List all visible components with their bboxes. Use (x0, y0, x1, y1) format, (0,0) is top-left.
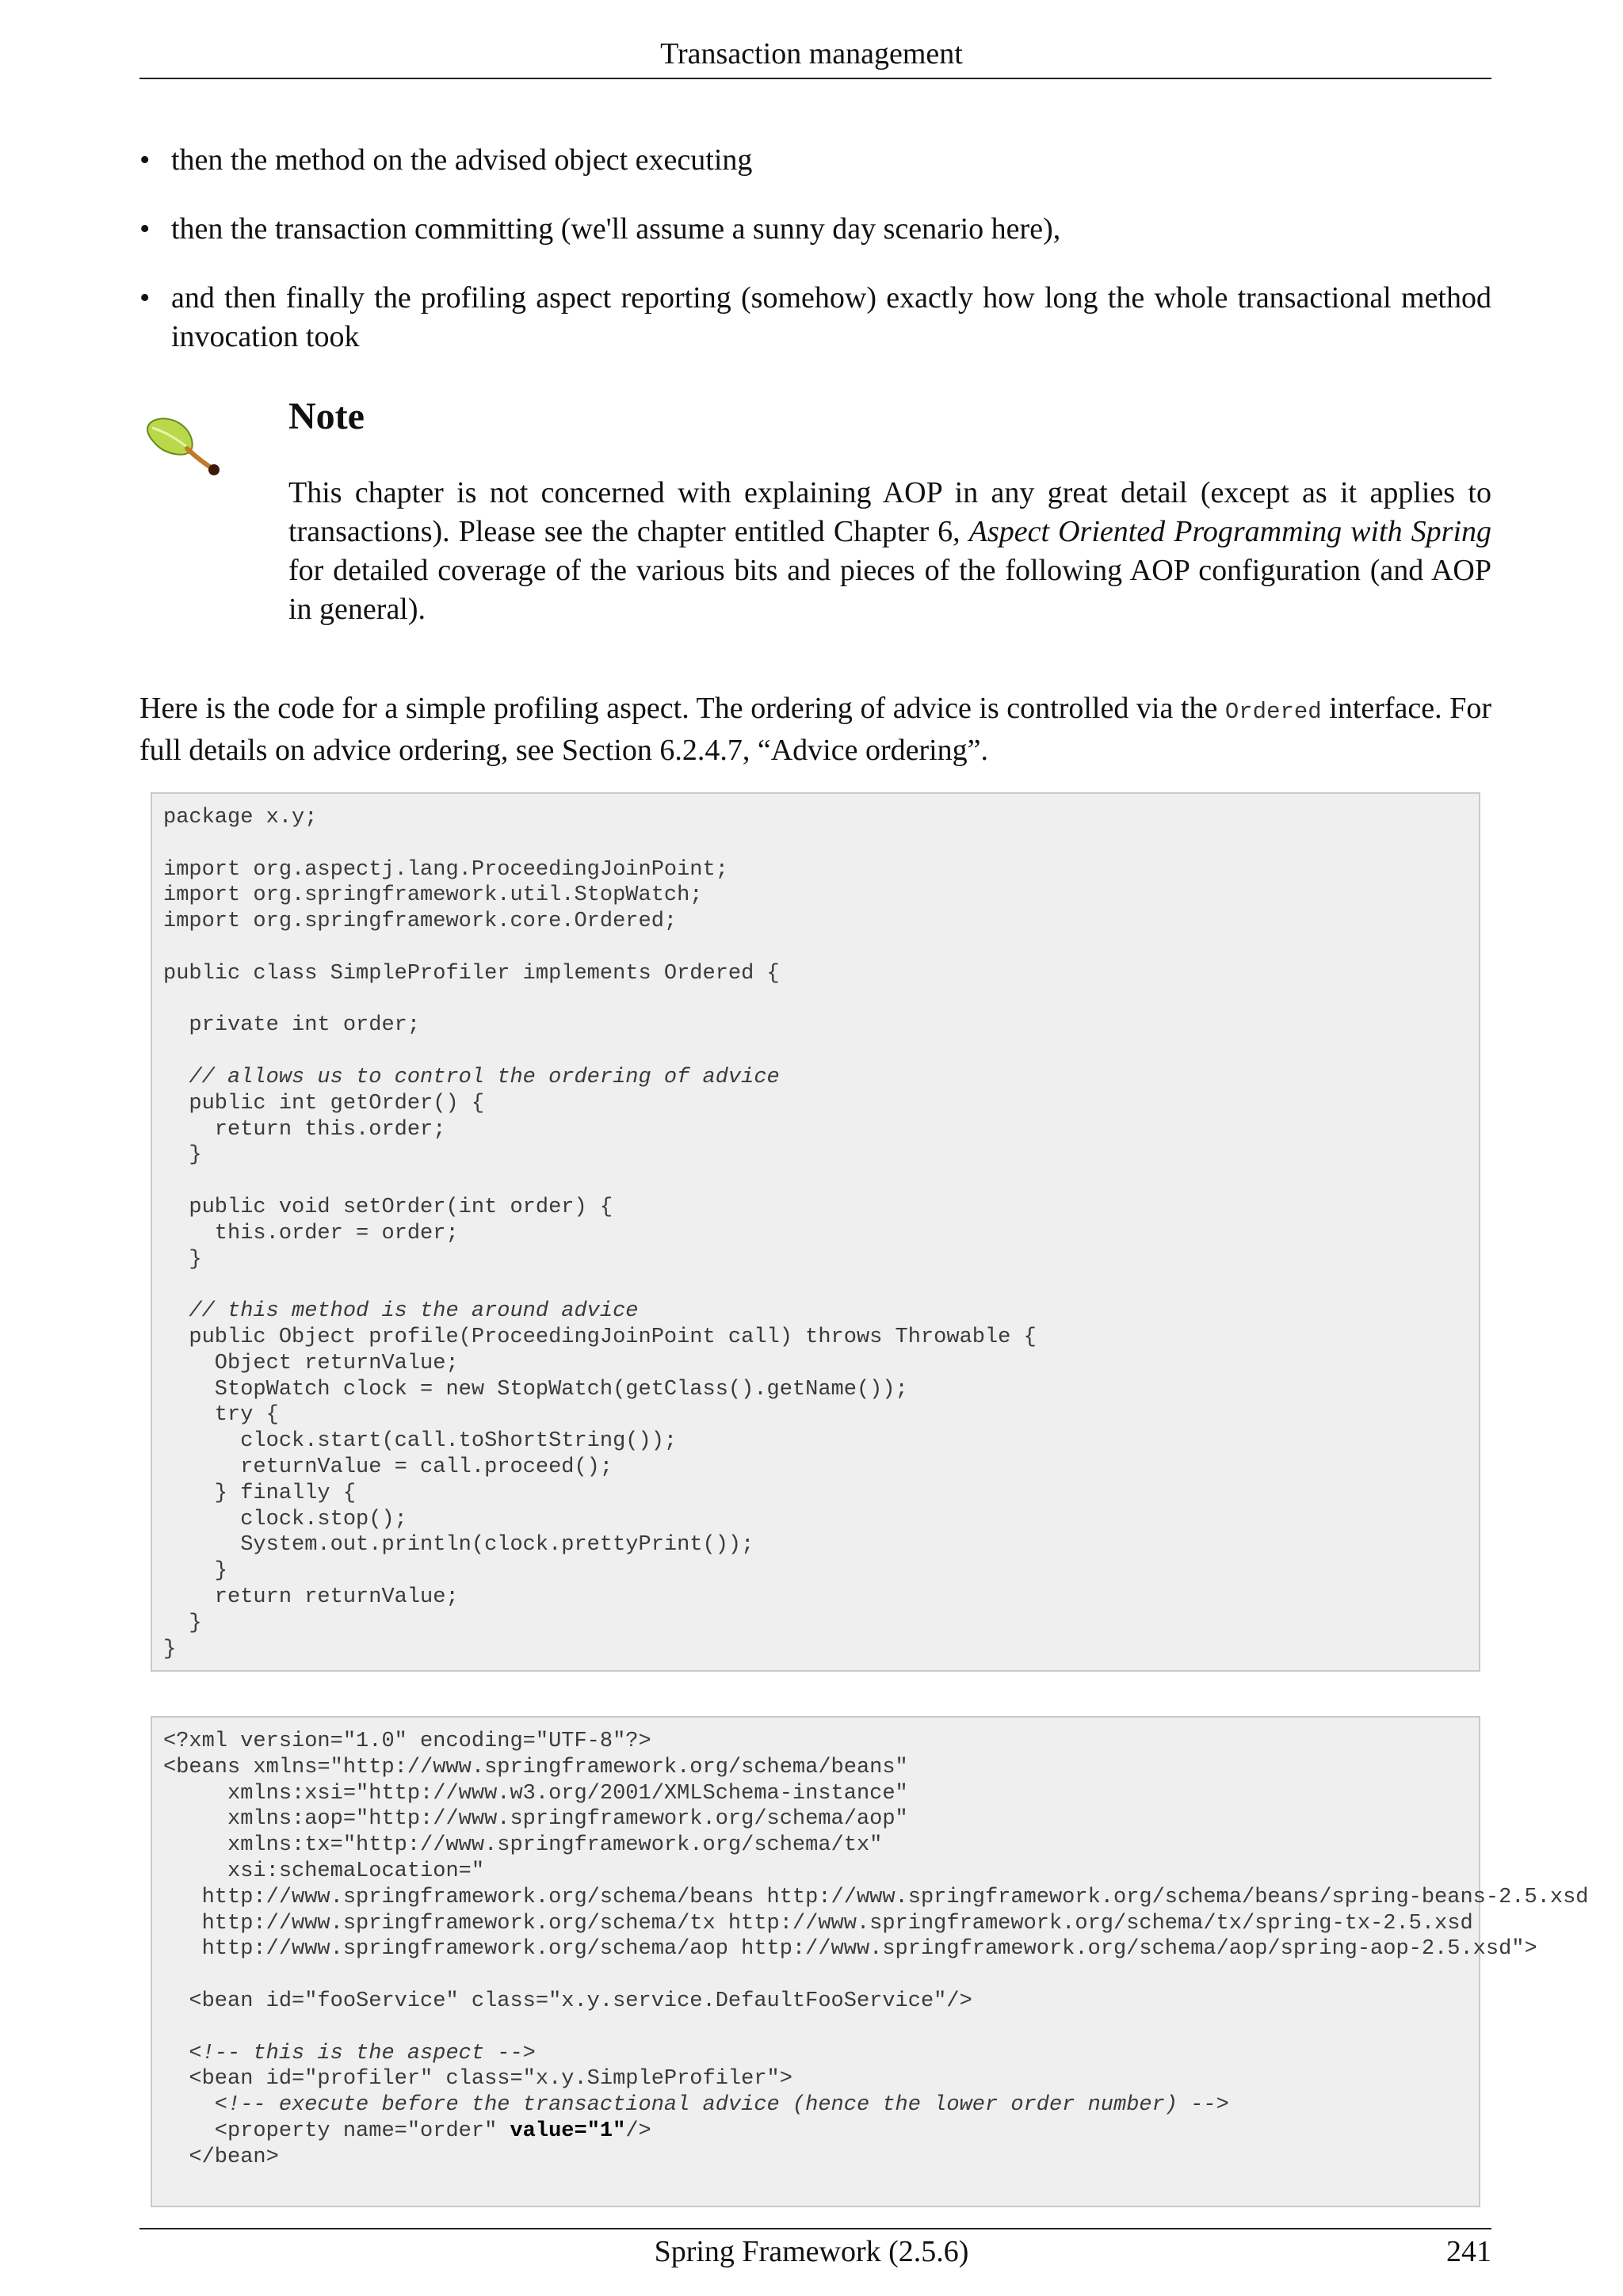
code-line: public class SimpleProfiler implements Ordered { (163, 961, 780, 986)
list-item-text: and then finally the profiling aspect reporting (somehow) exactly how long the whole transactional method invocation took (171, 281, 1491, 353)
code-line (163, 987, 1468, 1013)
list-item: • then the method on the advised object executing (139, 143, 753, 177)
code-line: <bean id="fooService" class="x.y.service.DefaultFooService"/> (163, 1989, 972, 2013)
code-line: } (163, 1247, 202, 1272)
page-header-title: Transaction management (660, 37, 963, 71)
code-line: xsi:schemaLocation=" (163, 1859, 485, 1883)
code-line: import org.springframework.core.Ordered; (163, 910, 678, 934)
code-line: } (163, 1637, 177, 1661)
chapter-reference: Aspect Oriented Programming with Spring (968, 515, 1491, 548)
xml-code-block (151, 1716, 1589, 2207)
footer-title: Spring Framework (2.5.6) (654, 2235, 969, 2268)
code-line: returnValue = call.proceed(); (163, 1455, 613, 1479)
code-line (163, 2015, 1468, 2041)
paragraph-text: interface. For full details on advice ordering, see Section 6.2.4.7, “Advice ordering”. (139, 692, 1491, 767)
code-line: clock.start(call.toShortString()); (163, 1429, 678, 1454)
code-line (163, 935, 1468, 961)
code-line: return this.order; (163, 1117, 446, 1142)
header-rule (139, 78, 1491, 79)
code-line: xmlns:xsi="http://www.w3.org/2001/XMLSchema-instance" (163, 1781, 908, 1806)
intro-paragraph (139, 689, 1491, 770)
code-line: <?xml version="1.0" encoding="UTF-8"?> (163, 1730, 651, 1753)
code-line: xmlns:tx="http://www.springframework.org/schema/tx" (163, 1833, 883, 1858)
code-line: } finally { (163, 1481, 357, 1505)
code-line: <bean id="profiler" class="x.y.SimpleProfiler"> (163, 2067, 792, 2092)
code-comment: <!-- this is the aspect --> (163, 2041, 536, 2065)
code-line: public void setOrder(int order) { (163, 1195, 613, 1219)
code-comment: <!-- execute before the transactional advice (hence the lower order number) --> (163, 2093, 1229, 2118)
code-line: http://www.springframework.org/schema/aop http://www.springframework.org/schema/aop/spring-aop-2.5.xsd"> (163, 1937, 1537, 1962)
code-line: http://www.springframework.org/schema/beans http://www.springframework.org/schema/beans/spring-beans-2.5.xsd (163, 1885, 1589, 1909)
code-line: <beans xmlns="http://www.springframework.org/schema/beans" (163, 1755, 908, 1779)
page-number: 241 (1446, 2235, 1491, 2268)
code-line: import org.springframework.util.StopWatch; (163, 883, 703, 908)
code-bold-value: value="1" (510, 2119, 626, 2143)
footer-rule (139, 2228, 1491, 2229)
code-line: http://www.springframework.org/schema/tx http://www.springframework.org/schema/tx/spring-tx-2.5.xsd (163, 1911, 1473, 1936)
code-line: } (163, 1611, 202, 1635)
inline-code-ordered: Ordered (1224, 699, 1322, 725)
code-line: System.out.println(clock.prettyPrint()); (163, 1533, 754, 1558)
code-line (163, 831, 1468, 857)
code-line (163, 1272, 1468, 1299)
note-text: for detailed coverage of the various bits and pieces of the following AOP configuration (and AOP in general). (288, 554, 1491, 626)
code-line: } (163, 1143, 202, 1168)
code-line: return returnValue; (163, 1585, 459, 1609)
code-line (163, 1962, 1468, 1989)
code-line: package x.y; (163, 806, 318, 830)
code-line: private int order; (163, 1013, 421, 1038)
code-line: import org.aspectj.lang.ProceedingJoinPoint; (163, 857, 728, 882)
list-item: • and then finally the profiling aspect reporting (somehow) exactly how long the whole transactional method invocation took (139, 281, 1491, 353)
code-line: StopWatch clock = new StopWatch(getClass().getName()); (163, 1377, 908, 1402)
code-text: /> (625, 2119, 651, 2143)
code-line-property (163, 2119, 1468, 2145)
code-line: xmlns:aop="http://www.springframework.org/schema/aop" (163, 1807, 908, 1832)
note-title: Note (288, 395, 365, 437)
note-body (288, 474, 1491, 629)
code-line: this.order = order; (163, 1221, 459, 1245)
code-line: try { (163, 1403, 279, 1428)
code-comment: // this method is the around advice (163, 1299, 639, 1324)
code-line: public Object profile(ProceedingJoinPoint call) throws Throwable { (163, 1325, 1037, 1349)
paragraph-text: Here is the code for a simple profiling aspect. The ordering of advice is controlled via the (139, 692, 1225, 725)
code-line: clock.stop(); (163, 1507, 407, 1531)
note-text: This chapter is not concerned with explaining AOP in any great detail (except as it applies to transactions). Please see the chapter entitled Chapter 6, (288, 476, 1491, 548)
code-comment: // allows us to control the ordering of advice (163, 1065, 780, 1089)
code-line (163, 1169, 1468, 1195)
bullet-list (139, 141, 1491, 387)
list-item-text: then the transaction committing (we'll assume a sunny day scenario here), (171, 212, 1061, 246)
code-line: Object returnValue; (163, 1351, 459, 1375)
note-icon (143, 414, 230, 477)
list-item-text: then the method on the advised object executing (171, 143, 753, 177)
code-line: } (163, 1559, 228, 1584)
code-line (163, 1039, 1468, 1065)
code-line: </bean> (163, 2145, 279, 2169)
code-line: public int getOrder() { (163, 1091, 485, 1116)
list-item: • then the transaction committing (we'll assume a sunny day scenario here), (139, 212, 1061, 246)
java-code-block (151, 792, 1480, 1672)
code-text: <property name="order" (163, 2119, 510, 2143)
